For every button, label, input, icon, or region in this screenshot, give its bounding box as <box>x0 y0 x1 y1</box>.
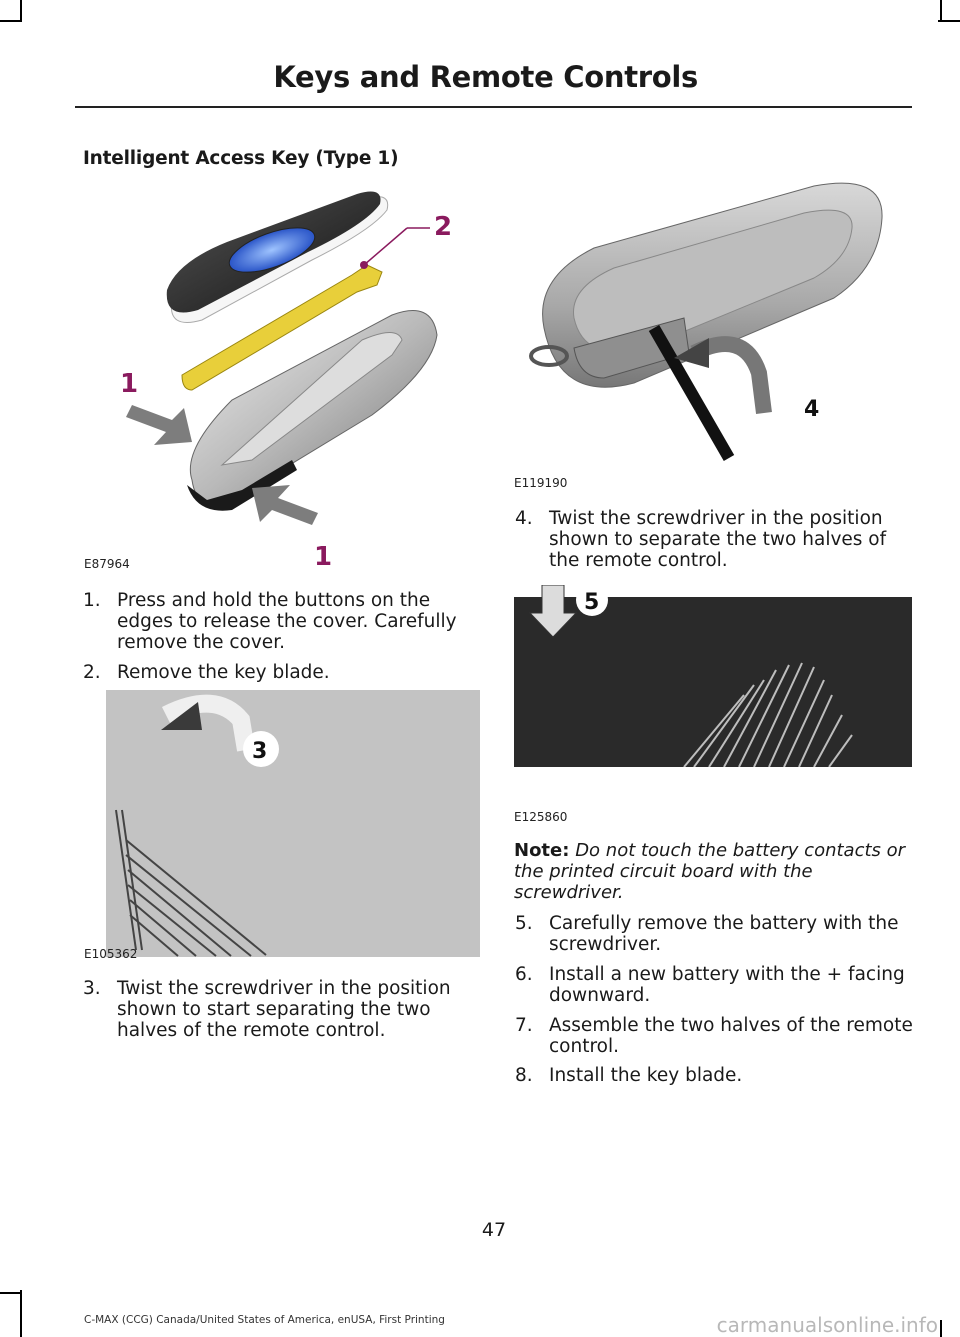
step-2 <box>83 662 483 684</box>
figure-code: E87964 <box>84 557 130 571</box>
note-text-line: the printed circuit board with the <box>514 861 813 882</box>
section-title: Intelligent Access Key (Type 1) <box>83 148 399 169</box>
step-6 <box>515 964 915 1007</box>
step-text-line: downward. <box>549 985 651 1006</box>
figure-screwdriver-separate <box>514 178 914 468</box>
step-number: 3. <box>83 978 101 999</box>
step-text-line: Twist the screwdriver in the position <box>117 978 451 999</box>
battery-remove-illustration <box>514 585 912 767</box>
step-text-line: Carefully remove the battery with the <box>549 913 899 934</box>
page-header-title: Keys and Remote Controls <box>273 60 698 94</box>
step-text-line: Remove the key blade. <box>117 662 330 683</box>
step-text-line: shown to start separating the two <box>117 999 431 1020</box>
step-1 <box>83 590 483 654</box>
step-number: 7. <box>515 1015 533 1036</box>
step-number: 2. <box>83 662 101 683</box>
step-text-line: shown to separate the two halves of <box>549 529 887 550</box>
step-5 <box>515 913 915 956</box>
note <box>514 840 914 903</box>
callout-label: 5 <box>584 590 600 615</box>
crop-mark <box>940 1320 942 1337</box>
step-text-line: Twist the screwdriver in the position <box>549 508 883 529</box>
step-text-line: the remote control. <box>549 550 728 571</box>
screwdriver-separate-illustration <box>514 178 914 468</box>
step-number: 1. <box>83 590 101 611</box>
figure-battery-remove <box>514 585 912 767</box>
header-rule <box>75 106 912 108</box>
step-number: 4. <box>515 508 533 529</box>
key-exploded-illustration <box>112 180 482 580</box>
figure-code: E119190 <box>514 476 568 490</box>
crop-mark <box>938 20 960 22</box>
screwdriver-start-illustration <box>106 690 480 957</box>
step-text-line: Install a new battery with the + facing <box>549 964 905 985</box>
figure-code: E125860 <box>514 810 568 824</box>
step-text-line: Assemble the two halves of the remote <box>549 1015 913 1036</box>
callout-label: 1 <box>120 369 139 399</box>
page-number: 47 <box>481 1219 507 1241</box>
callout-label: 1 <box>314 542 333 572</box>
footer-text: C-MAX (CCG) Canada/United States of America, enUSA, First Printing <box>84 1314 445 1326</box>
step-text-line: Install the key blade. <box>549 1065 743 1086</box>
crop-mark <box>0 1292 22 1294</box>
callout-label: 2 <box>434 212 453 242</box>
note-label: Note: <box>514 840 570 861</box>
crop-mark <box>20 0 22 22</box>
step-number: 5. <box>515 913 533 934</box>
figure-screwdriver-start <box>106 690 480 957</box>
watermark: carmanualsonline.info <box>716 1313 938 1337</box>
step-text-line: control. <box>549 1036 620 1057</box>
step-3 <box>83 978 483 1042</box>
callout-label: 3 <box>252 739 268 764</box>
step-text-line: edges to release the cover. Carefully <box>117 611 457 632</box>
step-number: 6. <box>515 964 533 985</box>
step-text-line: Press and hold the buttons on the <box>117 590 431 611</box>
callout-label: 4 <box>804 397 820 422</box>
figure-key-exploded <box>112 180 482 580</box>
step-4 <box>515 508 915 572</box>
crop-mark <box>20 1290 22 1337</box>
note-text-line: Do not touch the battery contacts or <box>575 840 906 861</box>
crop-mark <box>940 0 942 22</box>
step-text-line: remove the cover. <box>117 632 285 653</box>
step-8 <box>515 1065 915 1087</box>
note-text-line: screwdriver. <box>514 882 624 903</box>
step-number: 8. <box>515 1065 533 1086</box>
step-text-line: halves of the remote control. <box>117 1020 386 1041</box>
step-text-line: screwdriver. <box>549 934 662 955</box>
crop-mark <box>0 20 22 22</box>
step-7 <box>515 1015 915 1058</box>
figure-code: E105362 <box>84 947 138 961</box>
